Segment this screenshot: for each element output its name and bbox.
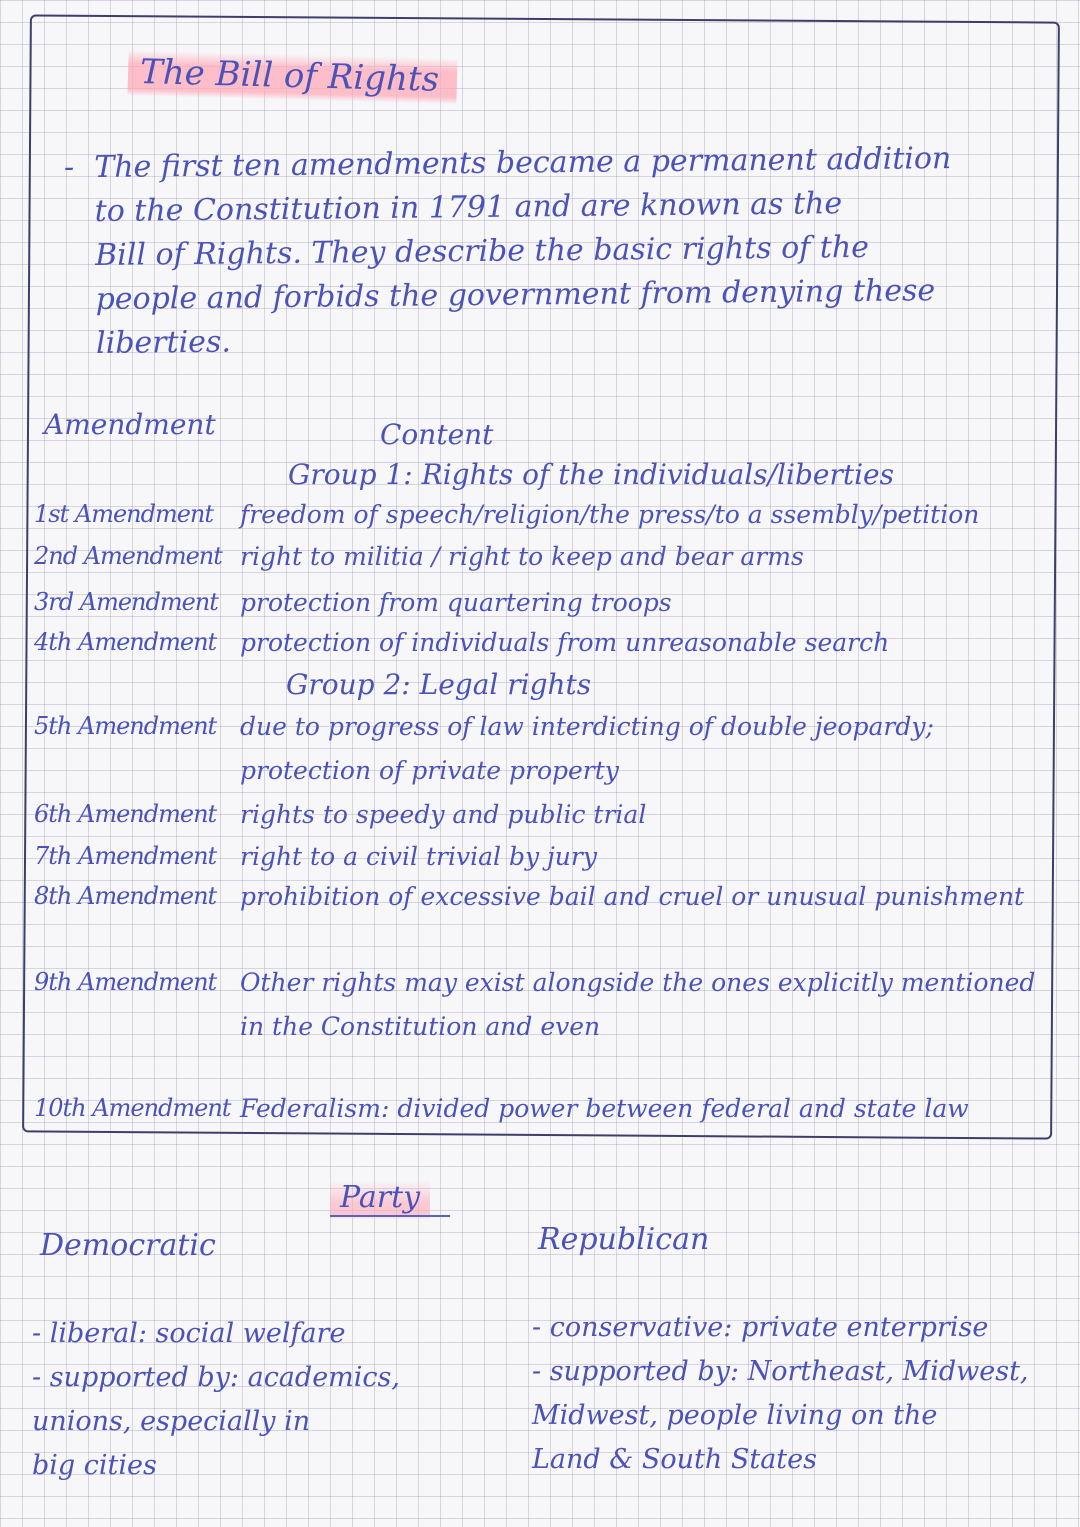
republican-heading: Republican: [538, 1222, 710, 1257]
amendment-label: 2nd Amendment: [34, 542, 222, 570]
intro-line: to the Constitution in 1791 and are known as the: [94, 186, 843, 229]
column-header-amendment: Amendment: [44, 408, 216, 441]
amendment-label: 9th Amendment: [34, 968, 217, 996]
table-row: [34, 968, 1036, 1041]
amendment-label: 7th Amendment: [34, 842, 217, 870]
republican-list: [532, 1306, 1029, 1482]
democratic-heading: Democratic: [40, 1228, 216, 1263]
intro-line: people and forbids the government from denying these: [95, 273, 936, 317]
amendment-content: due to progress of law interdicting of double jeopardy;: [240, 712, 934, 741]
list-item: Land & South States: [532, 1444, 817, 1475]
list-item: - supported by: academics,: [32, 1362, 400, 1393]
amendment-content: prohibition of excessive bail and cruel or unusual punishment: [240, 882, 1025, 911]
democratic-list: [32, 1312, 400, 1488]
page-title: The Bill of Rights: [127, 50, 457, 105]
intro-paragraph: [94, 136, 1026, 366]
amendment-content: protection of individuals from unreasonable search: [240, 628, 890, 657]
list-item: Midwest, people living on the: [532, 1400, 938, 1431]
intro-line: liberties.: [95, 324, 232, 361]
group-2-heading: Group 2: Legal rights: [286, 668, 592, 701]
amendment-content-continued: protection of private property: [240, 756, 619, 785]
table-row: [34, 500, 1024, 544]
table-row: [34, 1094, 1024, 1138]
table-row: [34, 628, 1024, 672]
intro-line: Bill of Rights. They describe the basic rights of the: [94, 229, 870, 273]
amendment-content: Other rights may exist alongside the ones explicitly mentioned: [240, 968, 1036, 997]
group-1-heading: Group 1: Rights of the individuals/liberties: [288, 458, 894, 491]
amendment-content: right to militia / right to keep and bear arms: [240, 542, 804, 571]
table-row: [34, 882, 1024, 926]
list-item: - conservative: private enterprise: [532, 1312, 989, 1343]
amendment-content: right to a civil trivial by jury: [240, 842, 597, 871]
amendment-content: protection from quartering troops: [240, 588, 672, 617]
amendment-label: 4th Amendment: [34, 628, 217, 656]
list-item: - supported by: Northeast, Midwest,: [532, 1356, 1029, 1387]
amendment-content: freedom of speech/religion/the press/to a ssembly/petition: [240, 500, 980, 529]
table-row: [34, 588, 1024, 632]
table-row: [34, 800, 1024, 844]
amendment-label: 5th Amendment: [34, 712, 217, 740]
amendment-label: 3rd Amendment: [34, 588, 218, 616]
table-row: [34, 712, 1024, 785]
list-item: - liberal: social welfare: [32, 1318, 346, 1349]
intro-bullet: -: [64, 150, 75, 185]
list-item: big cities: [32, 1450, 157, 1481]
amendment-label: 1st Amendment: [34, 500, 214, 528]
amendment-content: rights to speedy and public trial: [240, 800, 647, 829]
list-item: unions, especially in: [32, 1406, 311, 1437]
amendment-content: Federalism: divided power between federal and state law: [240, 1094, 969, 1123]
party-heading: Party: [330, 1180, 430, 1219]
amendment-label: 10th Amendment: [34, 1094, 231, 1122]
table-row: [34, 542, 1024, 586]
amendment-label: 8th Amendment: [34, 882, 217, 910]
amendment-label: 6th Amendment: [34, 800, 217, 828]
column-header-content: Content: [380, 418, 494, 451]
intro-line: The first ten amendments became a permanent addition: [94, 141, 952, 185]
amendment-content-continued: in the Constitution and even: [240, 1012, 601, 1041]
table-row: [34, 842, 1024, 886]
